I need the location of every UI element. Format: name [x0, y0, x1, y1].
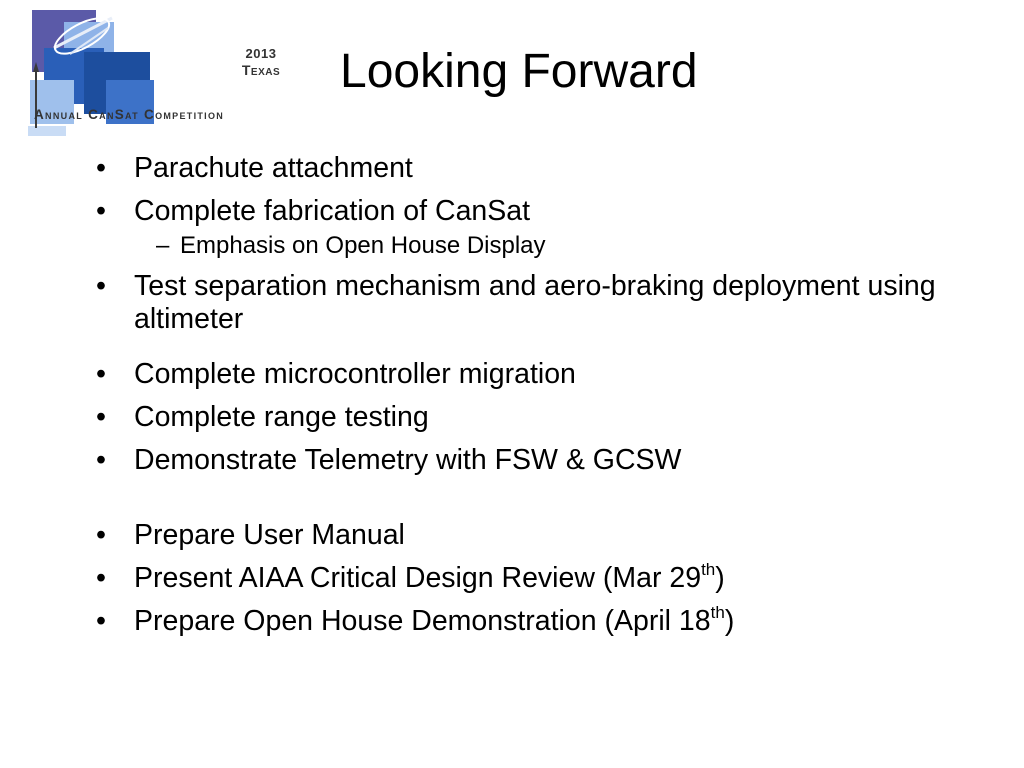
logo-banner: Annual CanSat Competition: [34, 107, 225, 122]
bullet-item: [96, 195, 996, 228]
sub-bullet-text: Emphasis on Open House Display: [180, 232, 546, 259]
bullet-item: [96, 444, 996, 477]
bullet-text-after: ): [715, 562, 725, 594]
sub-bullet-item: [96, 232, 996, 260]
logo-square-base: [28, 126, 66, 136]
bullet-text: Present AIAA Critical Design Review (Mar 29: [134, 562, 702, 594]
bullet-text: Prepare Open House Demonstration (April 18: [134, 605, 711, 637]
bullet-item: [96, 401, 996, 434]
bullet-item: [96, 562, 996, 595]
bullet-text: Complete fabrication of CanSat: [134, 195, 531, 227]
bullet-item: [96, 152, 996, 185]
logo-state: Texas: [241, 62, 281, 78]
bullet-item: [96, 519, 996, 552]
bullet-item: [96, 605, 996, 638]
bullet-list: [96, 152, 996, 648]
bullet-text: Demonstrate Telemetry with FSW & GCSW: [134, 444, 682, 476]
bullet-text: Parachute attachment: [134, 152, 413, 184]
bullet-text: Complete microcontroller migration: [134, 358, 576, 390]
logo-year: 2013: [245, 46, 277, 61]
cansat-competition-logo: [24, 8, 310, 138]
bullet-item: [96, 358, 996, 391]
bullet-text: Complete range testing: [134, 401, 429, 433]
slide-title: Looking Forward: [340, 45, 698, 98]
bullet-text: Prepare User Manual: [134, 519, 405, 551]
bullet-text: Test separation mechanism and aero-braking deployment using altimeter: [134, 270, 936, 335]
superscript: th: [710, 603, 725, 622]
bullet-text-after: ): [724, 605, 735, 637]
superscript: th: [701, 560, 716, 579]
bullet-item: [96, 270, 996, 336]
